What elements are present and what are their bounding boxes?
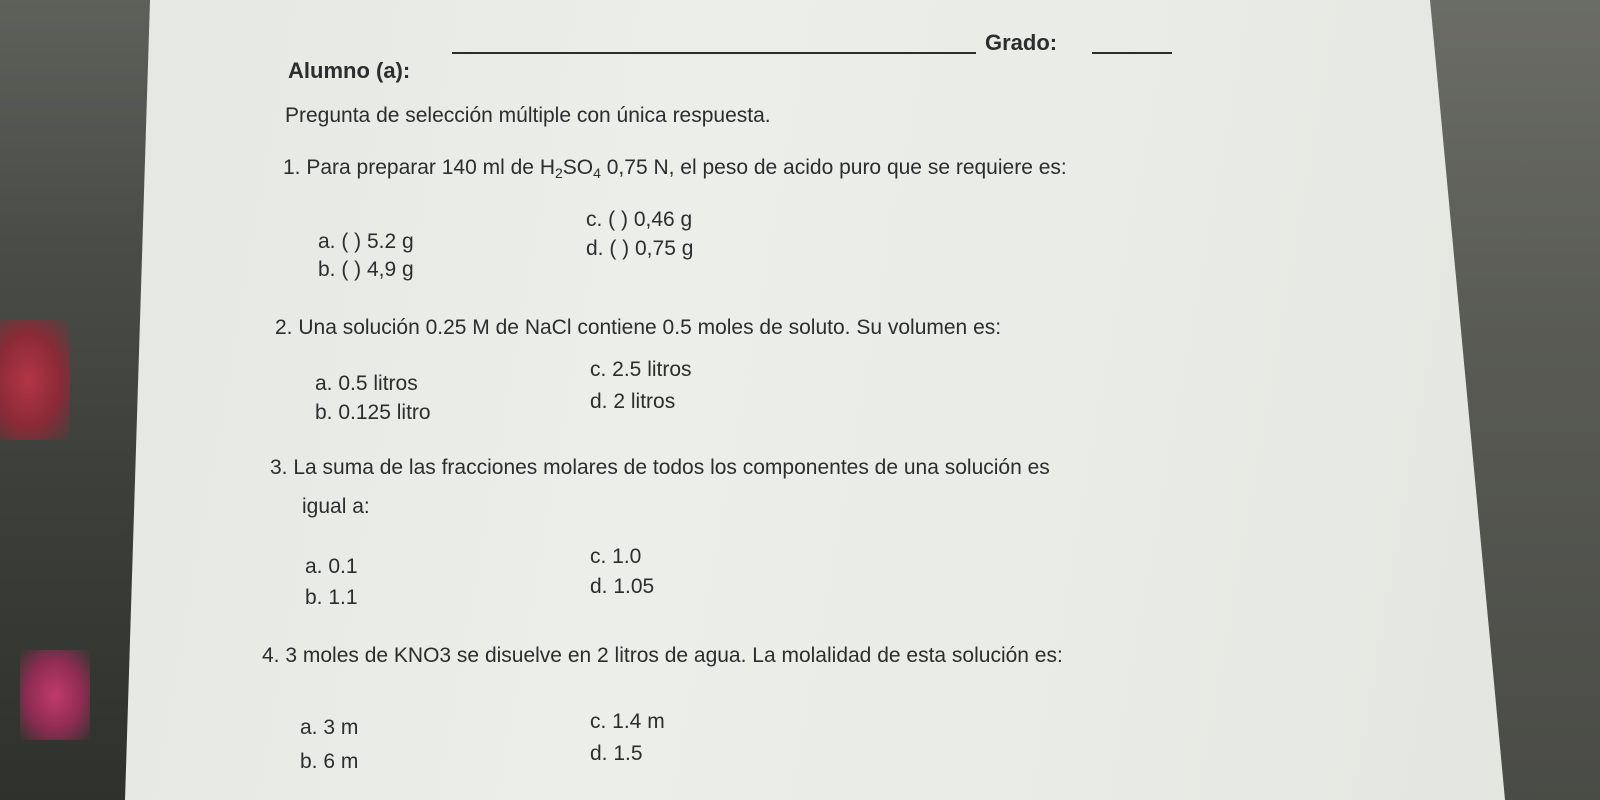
question-1-prefix: 1. Para preparar 140 ml de [283, 156, 540, 179]
formula-h: H [539, 156, 555, 179]
q4-option-b: b. 6 m [300, 750, 359, 773]
student-name-line [452, 52, 976, 54]
q3-option-b: b. 1.1 [305, 586, 358, 609]
grade-label: Grado: [985, 30, 1058, 55]
q2-option-b: b. 0.125 litro [315, 401, 431, 424]
q2-option-d: d. 2 litros [590, 390, 676, 413]
q1-option-b: b. ( ) 4,9 g [318, 258, 414, 281]
q2-option-c: c. 2.5 litros [590, 358, 692, 381]
q1-option-a: a. ( ) 5.2 g [318, 230, 414, 253]
q1-option-c: c. ( ) 0,46 g [586, 208, 693, 231]
instructions-text: Pregunta de selección múltiple con única respuesta. [285, 104, 771, 127]
graffiti-red [0, 320, 70, 440]
q3-option-d: d. 1.05 [590, 575, 655, 598]
question-1-text [283, 156, 1067, 181]
question-1-suffix: 0,75 N, el peso de acido puro que se requiere es: [600, 156, 1067, 179]
graffiti-pink [20, 650, 90, 740]
q4-option-a: a. 3 m [300, 716, 359, 739]
question-4-text: 4. 3 moles de KNO3 se disuelve en 2 litros de agua. La molalidad de esta solución es: [262, 644, 1063, 667]
q4-option-c: c. 1.4 m [590, 710, 665, 733]
q2-option-a: a. 0.5 litros [315, 372, 418, 395]
student-label: Alumno (a): [288, 58, 411, 83]
q1-option-d: d. ( ) 0,75 g [586, 237, 694, 260]
q4-option-d: d. 1.5 [590, 742, 643, 765]
formula-sub-2: 2 [554, 165, 563, 181]
question-3-line-2: igual a: [302, 495, 370, 518]
formula-so: SO [562, 156, 594, 179]
q3-option-a: a. 0.1 [305, 555, 358, 578]
question-3-line-1: 3. La suma de las fracciones molares de todos los componentes de una solución es [270, 456, 1050, 479]
q3-option-c: c. 1.0 [590, 545, 642, 568]
formula-sub-4: 4 [593, 165, 601, 181]
question-2-text: 2. Una solución 0.25 M de NaCl contiene 0.5 moles de soluto. Su volumen es: [275, 316, 1002, 339]
grade-line [1092, 52, 1172, 54]
